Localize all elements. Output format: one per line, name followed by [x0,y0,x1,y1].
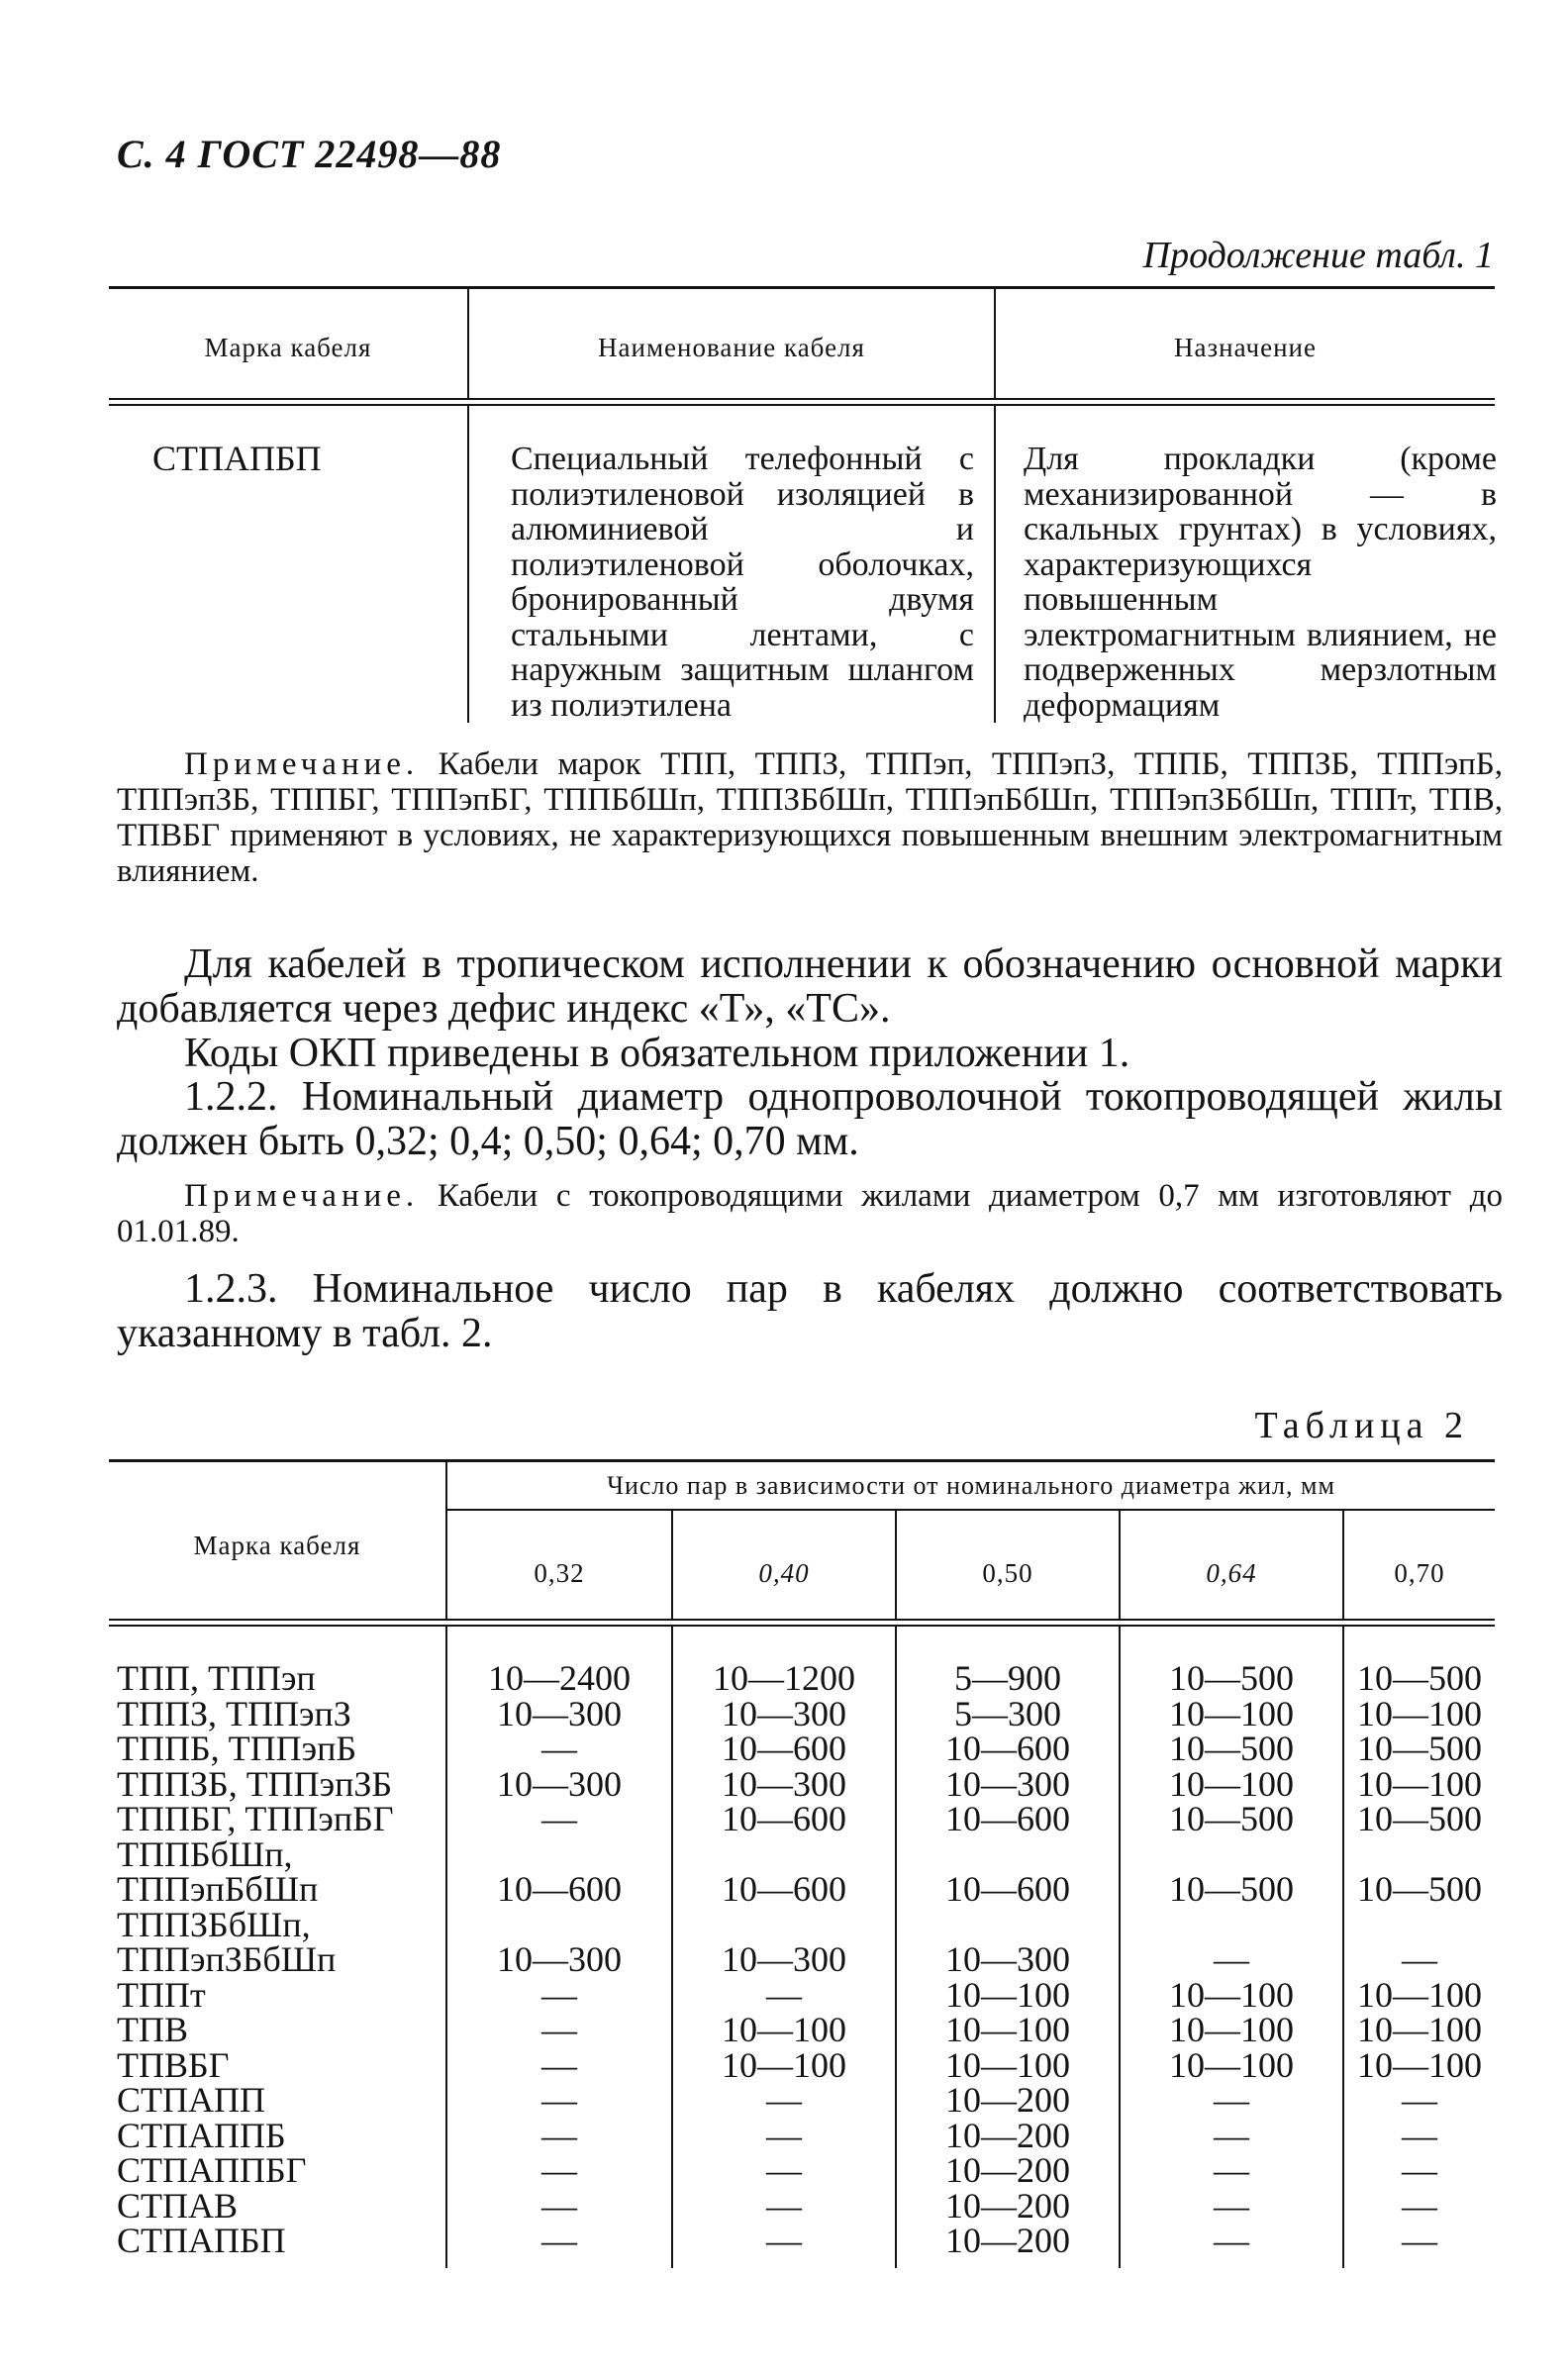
table1-col-divider [994,406,996,723]
table2-header-group: Число пар в зависимости от номинального диаметра жил, мм [607,1471,1335,1500]
table2-header-brand: Марка кабеля [193,1531,361,1560]
table2-cell: — [1402,2080,1437,2120]
table2-cell: 10—500 [1169,1658,1294,1698]
table2-row-brand [117,2115,286,2155]
table2-cell: 10—200 [945,2221,1070,2260]
table1-top-rule [109,286,1495,289]
table2-cell: 10—100 [722,2044,846,2085]
table2-cell: 10—1200 [713,1658,855,1698]
table2-cell: — [766,1974,802,2015]
table2-brand-line: ТПВ [117,2010,188,2049]
table2-header-rule [109,1619,1495,1621]
table2-brand-line: ТПВБГ [117,2044,230,2085]
table1-header-brand: Марка кабеля [204,333,372,362]
table2-cell: 10—600 [722,1729,846,1768]
table2-cell: 10—100 [1357,1763,1482,1804]
table2-cell: 10—600 [945,1799,1070,1838]
table2-row-brand [117,2185,239,2226]
table2-row-brand [117,1904,337,1979]
table1-header-name: Наименование кабеля [598,333,865,362]
table2-cell: — [541,1729,577,1768]
table2-cell: 10—100 [945,2010,1070,2049]
table2-cell: 10—300 [722,1763,846,1804]
table2-cell: 10—600 [945,1729,1070,1768]
table2-brand-line: СТПАППБГ [117,2150,307,2190]
table2-cell: — [766,2080,802,2120]
table2-cell: 10—300 [497,1693,622,1733]
table2-row-brand [117,1729,357,1768]
table2-top-rule [109,1459,1495,1462]
table2-header-d064: 0,64 [1206,1558,1257,1588]
table2-cell: 10—100 [1357,2044,1482,2085]
table2-brand-line: ТППЗБбШп, [117,1904,311,1944]
table1-col-divider [467,406,469,723]
table2-cell: 10—100 [722,2010,846,2049]
table2-brand-line: СТПАПП [117,2080,265,2120]
table2-cell: 10—100 [945,2044,1070,2085]
table2-cell: 10—500 [1169,1729,1294,1768]
table2-cell: 10—100 [1169,1974,1294,2015]
table2-cell: — [1402,2150,1437,2190]
table2-cell: — [541,2150,577,2190]
table2-row-brand [117,1974,206,2015]
table2-cell: 10—100 [1357,2010,1482,2049]
page-header: С. 4 ГОСТ 22498—88 [117,132,502,176]
table2-cell: — [541,2185,577,2226]
table2-brand-line: ТПП, ТППэп [117,1658,316,1698]
table2-brand-line: ТППБбШп, [117,1833,293,1874]
diameter-note-label: Примечание. [184,1178,420,1214]
table1-note [117,746,1503,889]
table2-cell: 10—200 [945,2080,1070,2120]
table2-cell: — [1214,2185,1249,2226]
table2-header-d050: 0,50 [982,1558,1033,1588]
table2-cell: 10—100 [1357,1974,1482,2015]
table2-cell: — [1402,2185,1437,2226]
table2-cell: 10—200 [945,2185,1070,2226]
table2-subheader-rule [447,1509,1495,1511]
table2-row-brand [117,2044,230,2085]
table2-cell: — [541,1974,577,2015]
table1-header-rule [109,404,1495,406]
table2-brand-line: ТППэпБбШп [117,1869,319,1909]
paragraph-tropical: Для кабелей в тропическом исполнении к обозначению основной марки добавляется через дефис индекс «Т», «ТС». [117,941,1503,1032]
table2-brand-line: ТППБГ, ТППэпБГ [117,1799,394,1838]
table2-cell: — [1214,1939,1249,1979]
table2-header-rule [109,1625,1495,1627]
table2-cell: 10—500 [1169,1869,1294,1909]
table2-cell: — [541,2115,577,2155]
table2-cell: 10—600 [722,1869,846,1909]
table2-header-d032: 0,32 [534,1558,585,1588]
table2-cell: 10—500 [1357,1729,1482,1768]
table2-brand-line: ТППБ, ТППэпБ [117,1729,357,1768]
table2-cell: 10—600 [497,1869,622,1909]
table2-brand-line: СТПАВ [117,2185,239,2226]
table1-continuation-label: Продолжение табл. 1 [1142,235,1494,276]
table2-cell: — [766,2150,802,2190]
table2-cell: 5—900 [954,1658,1061,1698]
table2-row-brand [117,1658,316,1698]
table2-cell: 10—300 [945,1939,1070,1979]
table2-row-brand [117,1763,393,1804]
table2-cell: 10—500 [1357,1869,1482,1909]
table2-brand-line: СТПАПБП [117,2221,286,2260]
table2-cell: — [766,2185,802,2226]
table2-cell: 10—600 [945,1869,1070,1909]
table2-cell: 10—100 [1357,1693,1482,1733]
table2-cell: 10—100 [1169,1693,1294,1733]
table2-cell: 10—300 [497,1763,622,1804]
table2-cell: — [766,2221,802,2260]
table2-cell: 10—300 [722,1939,846,1979]
table2-cell: 10—2400 [488,1658,631,1698]
table2-cell: — [1402,1939,1437,1979]
table1-note-text: Кабели марок ТПП, ТППЗ, ТППэп, ТППэпЗ, ТППБ, ТППЗБ, ТППэпБ, ТППэпЗБ, ТППБГ, ТППэпБГ, ТППБбШп, ТППЗБбШп, ТППэпБбШп, ТППэпЗБбШп, ТППт, ТПВ, ТПВБГ применяют в условиях, не характеризующихся повышенным внешним электромагнитным влиянием. [117,746,1503,889]
table2-cell: — [1214,2115,1249,2155]
table2-row-brand [117,1693,351,1733]
table2-row-brand [117,2080,265,2120]
paragraph-diameter: 1.2.2. Номинальный диаметр однопроволочной токопроводящей жилы должен быть 0,32; 0,4; 0,50; 0,64; 0,70 мм. [117,1074,1503,1164]
table2-cell: — [541,2080,577,2120]
diameter-note [117,1178,1503,1249]
table1-cell-name: Специальный телефонный с полиэтиленовой изоляцией в алюминиевой и полиэтиленовой оболочках, бронированный двумя стальными лентами, с наружным защитным шлангом из полиэтилена [511,441,974,724]
table2-row-brand [117,2010,188,2049]
table2-cell: 10—300 [497,1939,622,1979]
paragraph-pairs: 1.2.3. Номинальное число пар в кабелях должно соответствовать указанному в табл. 2. [117,1266,1503,1356]
table2-cell: 10—100 [1169,2044,1294,2085]
table2-brand-line: ТППЗБ, ТППэпЗБ [117,1763,393,1804]
table2-brand-line: ТППт [117,1974,206,2015]
table2-cell: 5—300 [954,1693,1061,1733]
table2-brand-line: СТПАППБ [117,2115,286,2155]
table1-header-purpose: Назначение [1174,333,1317,362]
table2-header-d070: 0,70 [1394,1558,1445,1588]
table2-cell: — [541,2010,577,2049]
table2-cell: 10—500 [1357,1799,1482,1838]
table1-header-rule [109,398,1495,400]
table2-cell: — [541,2044,577,2085]
table2-cell: 10—100 [1169,2010,1294,2049]
table2-cell: 10—100 [1169,1763,1294,1804]
table2-header-d040: 0,40 [758,1558,810,1588]
table2-cell: — [1214,2080,1249,2120]
table2-caption: Таблица 2 [1254,1405,1469,1446]
table2-cell: 10—300 [945,1763,1070,1804]
table2-cell: — [1402,2115,1437,2155]
table2-cell: 10—500 [1357,1658,1482,1698]
table2-cell: — [541,1799,577,1838]
table2-cell: 10—300 [722,1693,846,1733]
table2-brand-line: ТППэпЗБбШп [117,1939,337,1979]
table2-cell: — [1402,2221,1437,2260]
table2-cell: 10—200 [945,2150,1070,2190]
table2-cell: — [541,2221,577,2260]
paragraph-okp: Коды ОКП приведены в обязательном приложении 1. [184,1031,1130,1076]
table2-row-brand [117,2221,286,2260]
table2-row-brand [117,2150,307,2190]
table2-brand-line: ТППЗ, ТППэпЗ [117,1693,351,1733]
table2-cell: 10—100 [945,1974,1070,2015]
table2-cell: — [1214,2221,1249,2260]
table2-row-brand [117,1833,319,1909]
table2-cell: 10—600 [722,1799,846,1838]
table2-row-brand [117,1799,394,1838]
table2-cell: 10—200 [945,2115,1070,2155]
table2-cell: 10—500 [1169,1799,1294,1838]
table1-cell-brand: СТПАПБП [152,439,322,478]
table1-note-label: Примечание. [184,746,420,782]
table2-cell: — [1214,2150,1249,2190]
table1-cell-purpose: Для прокладки (кроме механизированной — в скальных грунтах) в условиях, характеризующихся повышенным электромагнитным влиянием, не подверженных мерзлотным деформациям [1024,441,1497,724]
diameter-note-text: Кабели с токопроводящими жилами диаметром 0,7 мм изготовляют до 01.01.89. [117,1178,1504,1249]
table2-cell: — [766,2115,802,2155]
